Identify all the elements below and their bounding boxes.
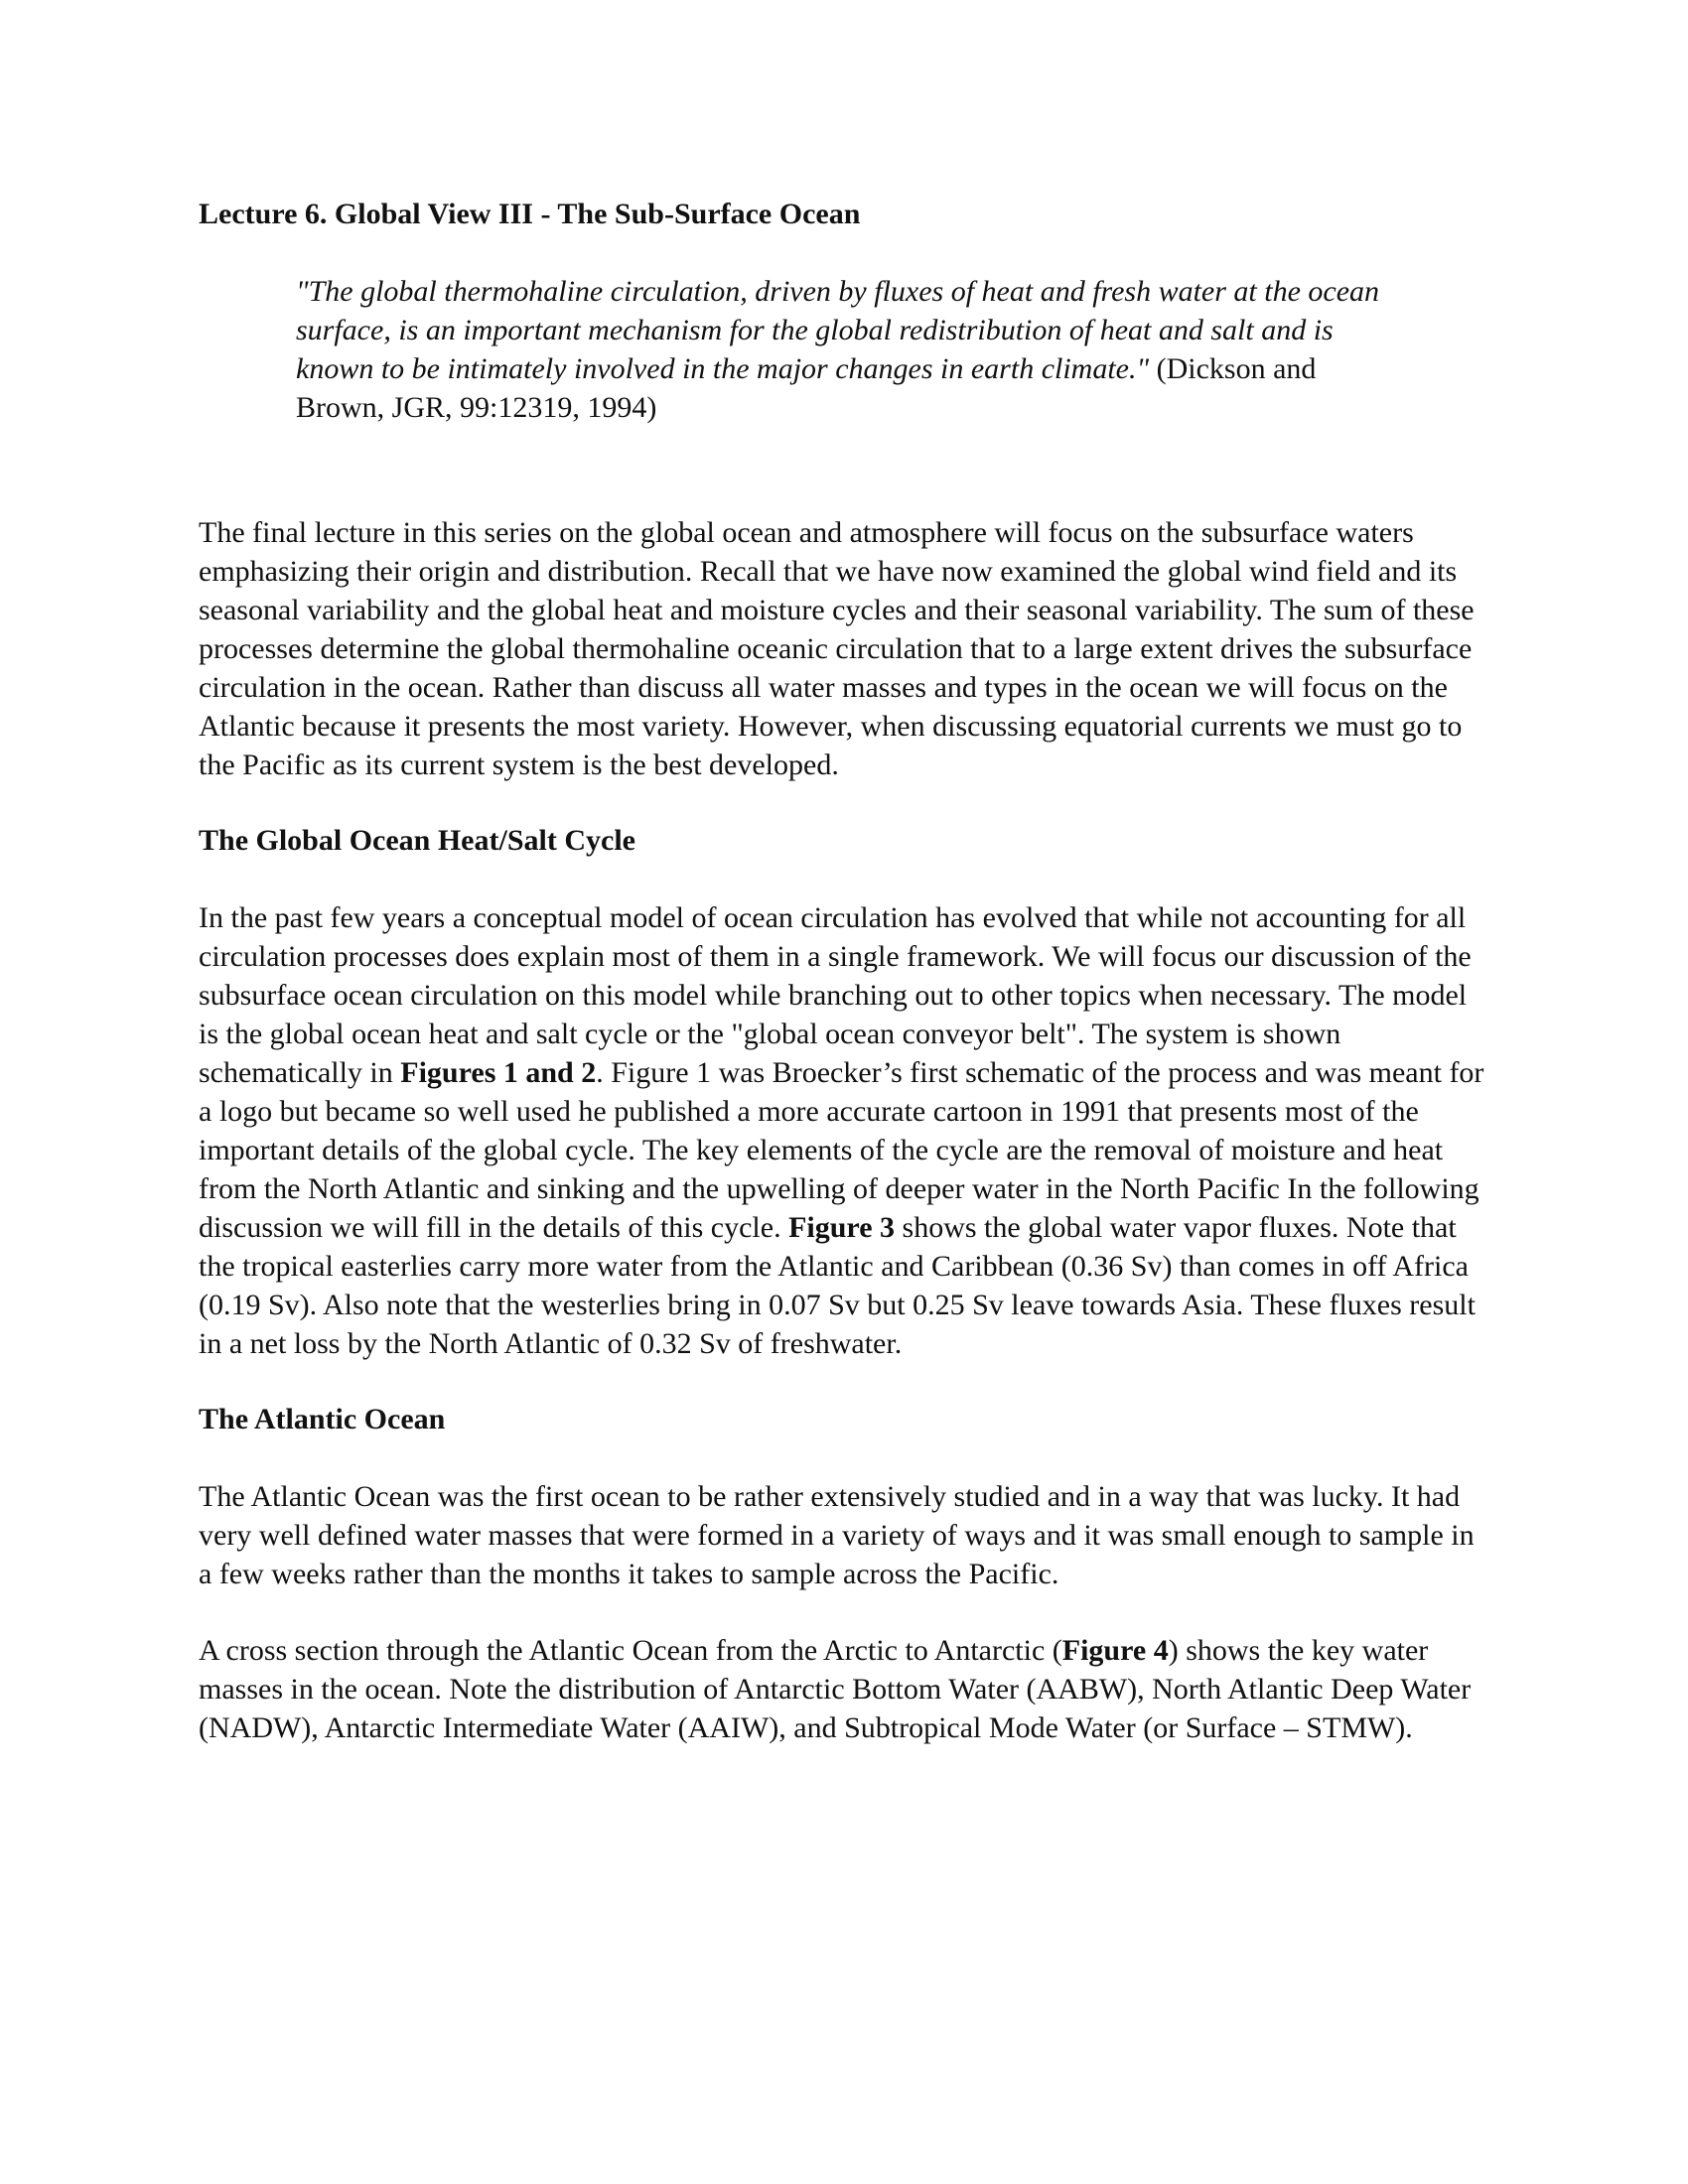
- heat-salt-cycle-paragraph: [199, 898, 1489, 1363]
- atlantic-paragraph-1: The Atlantic Ocean was the first ocean to be rather extensively studied and in a way that was lucky. It had very well defined water masses that were formed in a variety of ways and it was small enough to sample in a few weeks rather than the months it takes to sample across the Pacific.: [199, 1480, 1475, 1590]
- intro-paragraph: The final lecture in this series on the global ocean and atmosphere will focus on the subsurface waters emphasizing their origin and distribution. Recall that we have now examined the global wind field and its seasonal variability and the global heat and moisture cycles and their seasonal variability. The sum of these processes determine the global thermohaline oceanic circulation that to a large extent drives the subsurface circulation in the ocean. Rather than discuss all water masses and types in the ocean we will focus on the Atlantic because it presents the most variety. However, when discussing equatorial currents we must go to the Pacific as its current system is the best developed.: [199, 516, 1475, 781]
- paragraph-text: shows the global water vapor fluxes. Note that the tropical easterlies carry more water from the Atlantic and Caribbean (0.36 Sv) than comes in off Africa (0.19 Sv). Also note that the westerlies bring in 0.07 Sv but 0.25 Sv leave towards Asia. These fluxes result in a net loss by the North Atlantic of 0.32 Sv of freshwater.: [199, 1211, 1476, 1360]
- paragraph-text: A cross section through the Atlantic Ocean from the Arctic to Antarctic (: [199, 1634, 1062, 1667]
- paragraph-text: ) shows the key water masses in the ocean. Note the distribution of Antarctic Bottom Water (AABW), North Atlantic Deep Water (NADW), Antarctic Intermediate Water (AAIW), and Subtropical Mode Water (or Surface – STMW).: [199, 1634, 1472, 1744]
- figure-reference-4: Figure 4: [1061, 1634, 1169, 1667]
- section-heading-atlantic-ocean: The Atlantic Ocean: [199, 1403, 446, 1435]
- figure-reference-1-2: Figures 1 and 2: [400, 1056, 597, 1089]
- epigraph-quote: [296, 272, 1398, 427]
- epigraph-text: "The global thermohaline circulation, driven by fluxes of heat and fresh water at the ocean surface, is an important mechanism for the global redistribution of heat and salt and is known to be intimately involved in the major changes in earth climate.": [296, 275, 1380, 385]
- epigraph-citation: (Dickson and Brown, JGR, 99:12319, 1994): [296, 352, 1317, 424]
- atlantic-paragraph-2: [199, 1631, 1489, 1747]
- section-heading-heat-salt-cycle: The Global Ocean Heat/Salt Cycle: [199, 824, 635, 857]
- lecture-title: Lecture 6. Global View III - The Sub-Surface Ocean: [199, 198, 861, 230]
- document-page: [199, 195, 1489, 1747]
- paragraph-text: In the past few years a conceptual model of ocean circulation has evolved that while not accounting for all circulation processes does explain most of them in a single framework. We will focus our discussion of the subsurface ocean circulation on this model while branching out to other topics when necessary. The model is the global ocean heat and salt cycle or the "global ocean conveyor belt". The system is shown schematically in: [199, 901, 1472, 1089]
- figure-reference-3: Figure 3: [788, 1211, 896, 1244]
- paragraph-text: . Figure 1 was Broecker’s first schematic of the process and was meant for a logo but became so well used he published a more accurate cartoon in 1991 that presents most of the important details of the global cycle. The key elements of the cycle are the removal of moisture and heat from the North Atlantic and sinking and the upwelling of deeper water in the North Pacific In the following discussion we will fill in the details of this cycle.: [199, 1056, 1484, 1244]
